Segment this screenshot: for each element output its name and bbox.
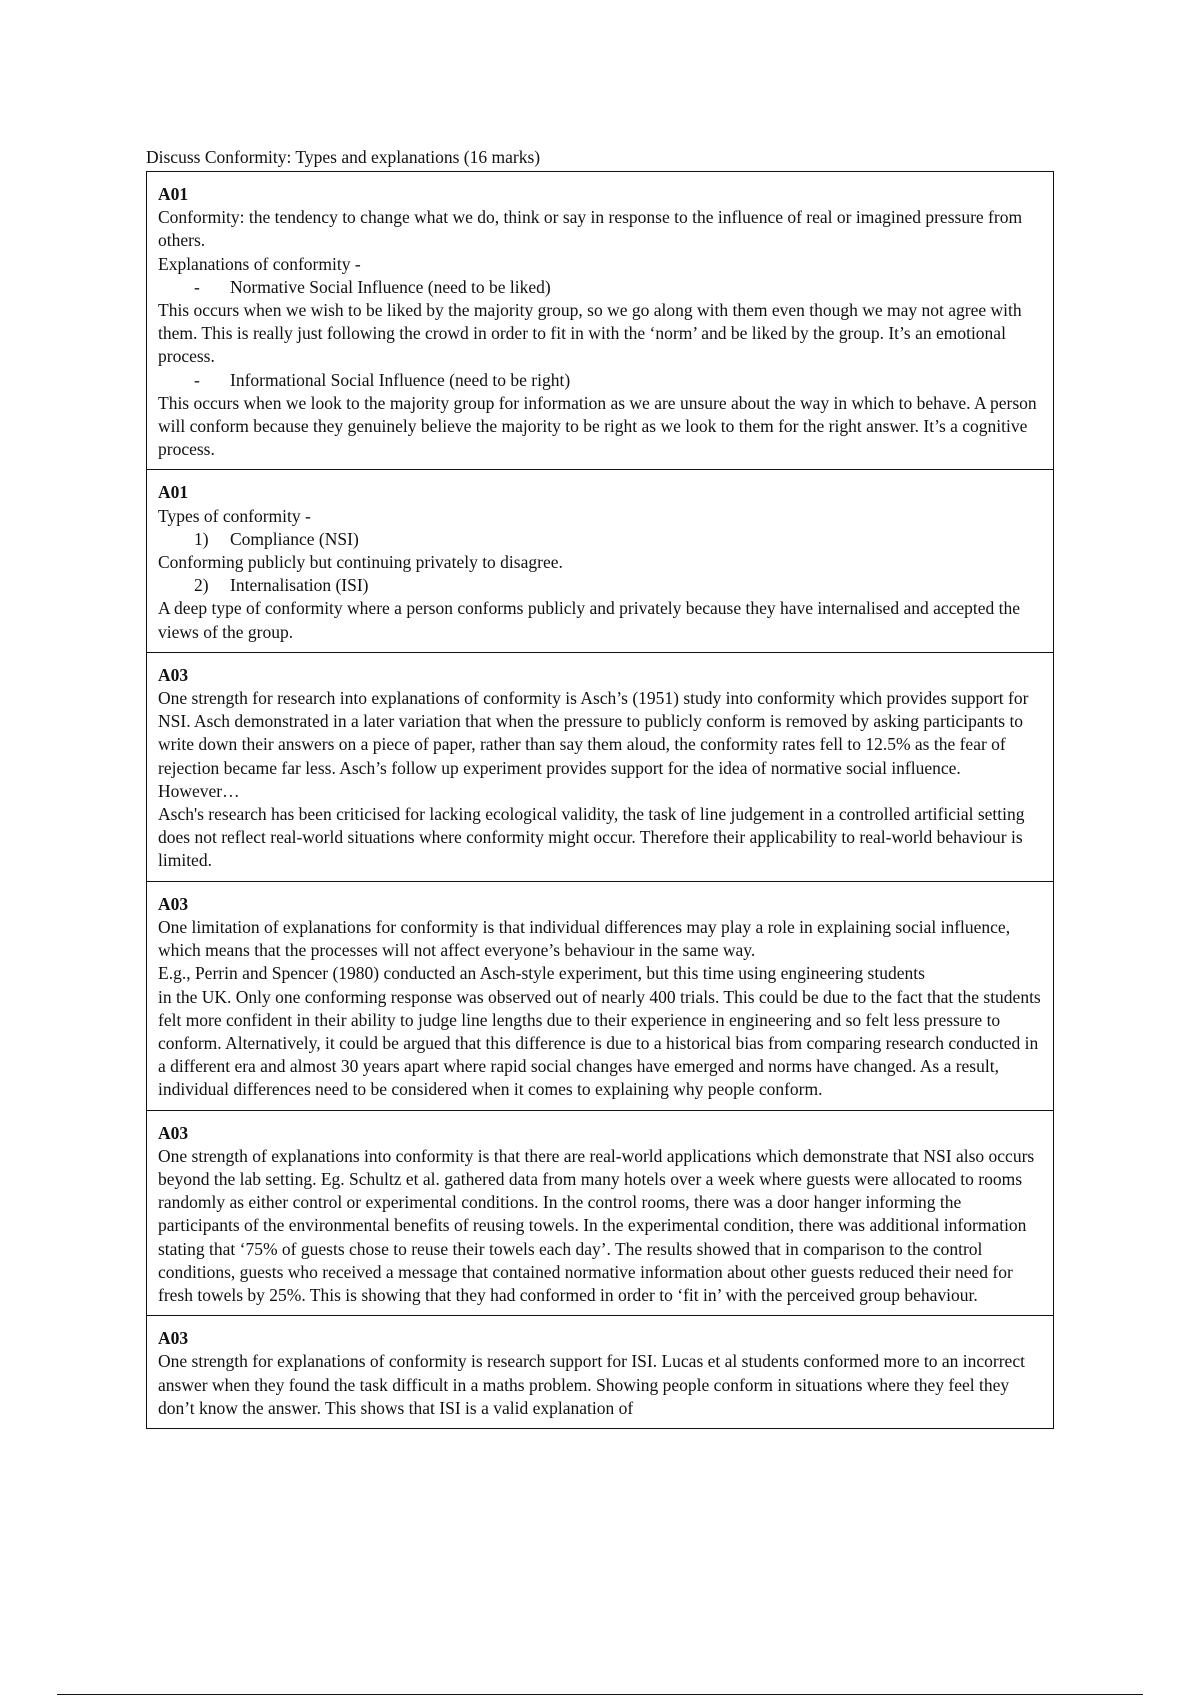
isi-description: This occurs when we look to the majority group for information as we are unsure about the way in which to behave. A person will conform because they genuinely believe the majority to be right as we look to them for the right answer. It’s a cognitive process. [158, 392, 1037, 460]
section-ao3-individual-differences [147, 881, 1053, 1110]
compliance-description: Conforming publicly but continuing privately to disagree. [158, 552, 563, 573]
asch-criticism-text: Asch's research has been criticised for lacking ecological validity, the task of line judgement in a controlled artificial setting does not reflect real-world situations where conformity might occur. Therefore their applicability to real-world behaviour is limited. [158, 804, 1025, 871]
section-label: A01 [158, 482, 189, 503]
section-ao1-explanations [147, 172, 1053, 469]
however-text: However… [158, 780, 240, 801]
dash-marker: - [194, 276, 200, 297]
bullet-isi-label: Informational Social Influence (need to be right) [230, 369, 571, 390]
explanations-heading: Explanations of conformity - [158, 253, 361, 274]
lucas-support-text: One strength for explanations of conformity is research support for ISI. Lucas et al students conformed more to an incorrect answer when they found the task difficult in a maths problem. Showing people conform in situations where they feel they don’t know the answer. This shows that ISI is a valid explanation of [158, 1351, 1025, 1418]
section-ao3-isi-support [147, 1315, 1053, 1428]
section-ao3-real-world [147, 1110, 1053, 1316]
types-heading: Types of conformity - [158, 505, 311, 526]
list-number: 1) [194, 528, 209, 549]
section-label: A01 [158, 184, 189, 204]
list-item-label: Compliance (NSI) [230, 528, 359, 549]
list-number: 2) [194, 575, 209, 596]
schultz-application-text: One strength of explanations into conformity is that there are real‐world applications which demonstrate that NSI also occurs beyond the lab setting. Eg. Schultz et al. gathered data from many hotels over a week where guests were allocated to rooms randomly as either control or experimental conditions. In the control rooms, there was a door hanger informing the participants of the environmental benefits of reusing towels. In the experimental condition, there was additional information stating that ‘75% of guests chose to reuse their towels each day’. The results showed that in comparison to the control conditions, guests who received a message that contained normative information about other guests reduced their need for fresh towels by 25%. This is showing that they had conformed in order to ‘fit in’ with the perceived group behaviour. [158, 1145, 1035, 1305]
section-ao1-types [147, 469, 1053, 651]
bullet-nsi-label: Normative Social Influence (need to be liked) [230, 276, 551, 297]
perrin-spencer-example: E.g., Perrin and Spencer (1980) conducted an Asch‐style experiment, but this time using engineering students [158, 963, 925, 984]
footer-divider [57, 1694, 1143, 1695]
section-label: A03 [158, 1122, 189, 1143]
list-item-label: Internalisation (ISI) [230, 575, 369, 596]
conformity-definition: Conformity: the tendency to change what we do, think or say in response to the influence of real or imagined pressure from others. [158, 207, 1023, 251]
section-label: A03 [158, 1328, 189, 1349]
perrin-spencer-continued: in the UK. Only one conforming response was observed out of nearly 400 trials. This could be due to the fact that the students felt more confident in their ability to judge line lengths due to their experience in engineering and so felt less pressure to conform. Alternatively, it could be argued that this difference is due to a historical bias from comparing research conducted in a different era and almost 30 years apart where rapid social changes have emerged and norms have changed. As a result, individual differences need to be considered when it comes to explaining why people conform. [158, 986, 1041, 1100]
bullet-isi [158, 369, 1043, 392]
list-item-compliance [158, 528, 1043, 551]
asch-strength-text: One strength for research into explanations of conformity is Asch’s (1951) study into conformity which provides support for NSI. Asch demonstrated in a later variation that when the pressure to publicly conform is removed by asking participants to write down their answers on a piece of paper, rather than say them aloud, the conformity rates fell to 12.5% as the fear of rejection became far less. Asch’s follow up experiment provides support for the idea of normative social influence. [158, 688, 1029, 778]
section-ao3-asch [147, 652, 1053, 881]
limitation-text: One limitation of explanations for conformity is that individual differences may play a role in explaining social influence, which means that the processes will not affect everyone’s behaviour in the same way. [158, 916, 1011, 961]
section-label: A03 [158, 893, 189, 914]
bullet-nsi [158, 276, 1043, 299]
nsi-description: This occurs when we wish to be liked by the majority group, so we go along with them even though we may not agree with them. This is really just following the crowd in order to fit in with the ‘norm’ and be liked by the group. It’s an emotional process. [158, 300, 1022, 367]
internalisation-description: A deep type of conformity where a person conforms publicly and privately because they have internalised and accepted the views of the group. [158, 598, 1021, 642]
essay-title: Discuss Conformity: Types and explanations (16 marks) [146, 147, 541, 167]
essay-table [146, 171, 1054, 1429]
section-label: A03 [158, 664, 189, 685]
list-item-internalisation [158, 574, 1043, 597]
dash-marker: - [194, 369, 200, 390]
